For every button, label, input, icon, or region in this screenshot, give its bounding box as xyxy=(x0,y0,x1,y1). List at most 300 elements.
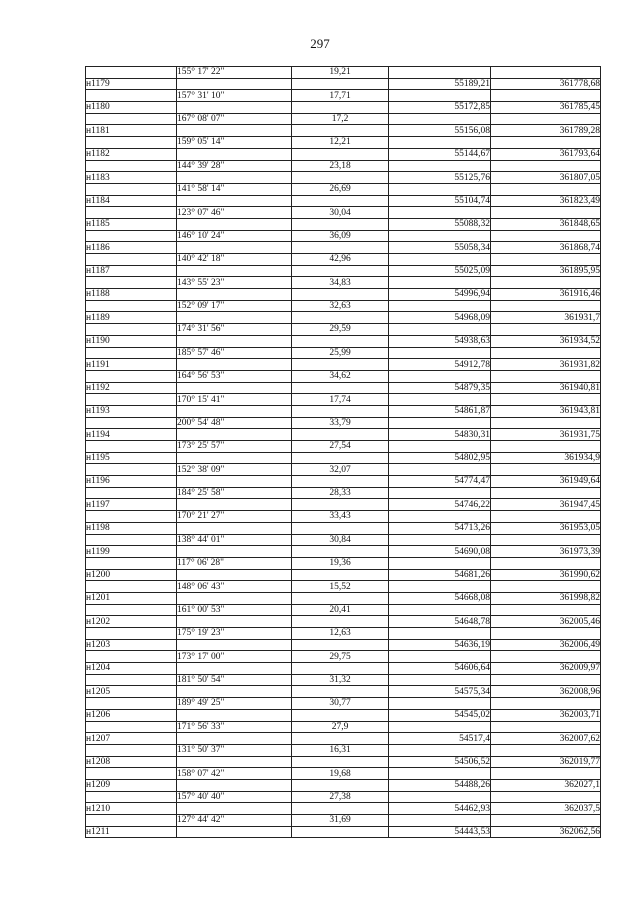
angle-cell: 141° 58' 14" xyxy=(177,183,292,195)
x-coordinate-cell: 55156,08 xyxy=(389,125,491,137)
distance-cell xyxy=(292,616,389,628)
table-row xyxy=(86,756,601,768)
distance-cell xyxy=(292,756,389,768)
x-coordinate-cell: 54713,26 xyxy=(389,522,491,534)
angle-cell xyxy=(177,429,292,441)
point-cell xyxy=(86,394,177,406)
distance-cell xyxy=(292,779,389,791)
angle-cell xyxy=(177,569,292,581)
angle-cell xyxy=(177,756,292,768)
x-coordinate-cell: 54506,52 xyxy=(389,756,491,768)
angle-cell: 170° 15' 41" xyxy=(177,394,292,406)
distance-cell xyxy=(292,289,389,301)
x-coordinate-cell xyxy=(389,815,491,827)
y-coordinate-cell: 361998,82 xyxy=(491,592,601,604)
table-row xyxy=(86,359,601,371)
x-coordinate-cell xyxy=(389,207,491,219)
angle-cell xyxy=(177,335,292,347)
x-coordinate-cell xyxy=(389,651,491,663)
table-row xyxy=(86,382,601,394)
angle-cell: 184° 25' 58" xyxy=(177,487,292,499)
distance-cell xyxy=(292,686,389,698)
y-coordinate-cell: 361953,05 xyxy=(491,522,601,534)
angle-cell xyxy=(177,803,292,815)
table-row xyxy=(86,172,601,184)
angle-cell: 170° 21' 27" xyxy=(177,511,292,523)
distance-cell xyxy=(292,312,389,324)
point-cell: н1179 xyxy=(86,78,177,90)
y-coordinate-cell xyxy=(491,674,601,686)
table-row xyxy=(86,709,601,721)
table-row xyxy=(86,394,601,406)
point-cell xyxy=(86,254,177,266)
angle-cell xyxy=(177,546,292,558)
table-row xyxy=(86,511,601,523)
distance-cell: 30,77 xyxy=(292,698,389,710)
distance-cell: 30,04 xyxy=(292,207,389,219)
angle-cell xyxy=(177,242,292,254)
x-coordinate-cell xyxy=(389,698,491,710)
distance-cell xyxy=(292,148,389,160)
angle-cell xyxy=(177,452,292,464)
point-cell: н1200 xyxy=(86,569,177,581)
angle-cell xyxy=(177,476,292,488)
point-cell: н1197 xyxy=(86,499,177,511)
y-coordinate-cell: 361789,28 xyxy=(491,125,601,137)
table-row xyxy=(86,148,601,160)
y-coordinate-cell xyxy=(491,534,601,546)
angle-cell: 189° 49' 25" xyxy=(177,698,292,710)
angle-cell: 171° 56' 33" xyxy=(177,721,292,733)
distance-cell: 30,84 xyxy=(292,534,389,546)
table-row xyxy=(86,803,601,815)
angle-cell: 155° 17' 22" xyxy=(177,67,292,79)
distance-cell: 17,71 xyxy=(292,90,389,102)
distance-cell xyxy=(292,522,389,534)
distance-cell xyxy=(292,733,389,745)
x-coordinate-cell xyxy=(389,464,491,476)
point-cell: н1198 xyxy=(86,522,177,534)
table-row xyxy=(86,242,601,254)
table-row xyxy=(86,639,601,651)
angle-cell xyxy=(177,663,292,675)
distance-cell xyxy=(292,335,389,347)
y-coordinate-cell: 361823,49 xyxy=(491,195,601,207)
x-coordinate-cell xyxy=(389,370,491,382)
angle-cell: 157° 40' 40" xyxy=(177,791,292,803)
angle-cell xyxy=(177,102,292,114)
point-cell: н1189 xyxy=(86,312,177,324)
distance-cell: 17,74 xyxy=(292,394,389,406)
x-coordinate-cell: 54938,63 xyxy=(389,335,491,347)
point-cell: н1186 xyxy=(86,242,177,254)
table-row xyxy=(86,277,601,289)
x-coordinate-cell: 55125,76 xyxy=(389,172,491,184)
x-coordinate-cell xyxy=(389,324,491,336)
table-row xyxy=(86,686,601,698)
y-coordinate-cell xyxy=(491,487,601,499)
point-cell: н1203 xyxy=(86,639,177,651)
y-coordinate-cell: 361934,9 xyxy=(491,452,601,464)
x-coordinate-cell xyxy=(389,254,491,266)
point-cell xyxy=(86,113,177,125)
y-coordinate-cell: 361931,75 xyxy=(491,429,601,441)
x-coordinate-cell xyxy=(389,230,491,242)
y-coordinate-cell: 361785,45 xyxy=(491,102,601,114)
x-coordinate-cell: 54746,22 xyxy=(389,499,491,511)
y-coordinate-cell xyxy=(491,744,601,756)
distance-cell: 17,2 xyxy=(292,113,389,125)
point-cell xyxy=(86,441,177,453)
point-cell xyxy=(86,721,177,733)
point-cell: н1195 xyxy=(86,452,177,464)
angle-cell xyxy=(177,359,292,371)
point-cell xyxy=(86,464,177,476)
x-coordinate-cell: 54668,08 xyxy=(389,592,491,604)
distance-cell: 19,21 xyxy=(292,67,389,79)
y-coordinate-cell xyxy=(491,230,601,242)
x-coordinate-cell: 54681,26 xyxy=(389,569,491,581)
coordinates-table xyxy=(85,66,601,838)
distance-cell: 34,62 xyxy=(292,370,389,382)
x-coordinate-cell: 54575,34 xyxy=(389,686,491,698)
distance-cell xyxy=(292,429,389,441)
angle-cell: 159° 05' 14" xyxy=(177,137,292,149)
angle-cell: 175° 19' 23" xyxy=(177,628,292,640)
angle-cell xyxy=(177,172,292,184)
point-cell: н1194 xyxy=(86,429,177,441)
table-row xyxy=(86,721,601,733)
table-row xyxy=(86,67,601,79)
x-coordinate-cell xyxy=(389,511,491,523)
angle-cell: 146° 10' 24" xyxy=(177,230,292,242)
y-coordinate-cell xyxy=(491,67,601,79)
distance-cell: 19,36 xyxy=(292,557,389,569)
y-coordinate-cell: 362062,56 xyxy=(491,826,601,838)
y-coordinate-cell: 361973,39 xyxy=(491,546,601,558)
y-coordinate-cell: 361934,52 xyxy=(491,335,601,347)
angle-cell xyxy=(177,382,292,394)
distance-cell: 31,69 xyxy=(292,815,389,827)
distance-cell xyxy=(292,476,389,488)
table-row xyxy=(86,195,601,207)
distance-cell xyxy=(292,382,389,394)
y-coordinate-cell xyxy=(491,791,601,803)
y-coordinate-cell: 361931,7 xyxy=(491,312,601,324)
angle-cell xyxy=(177,616,292,628)
table-row xyxy=(86,417,601,429)
angle-cell: 138° 44' 01" xyxy=(177,534,292,546)
x-coordinate-cell: 54606,64 xyxy=(389,663,491,675)
angle-cell xyxy=(177,779,292,791)
x-coordinate-cell xyxy=(389,581,491,593)
distance-cell: 36,09 xyxy=(292,230,389,242)
angle-cell: 140° 42' 18" xyxy=(177,254,292,266)
distance-cell: 23,18 xyxy=(292,160,389,172)
y-coordinate-cell xyxy=(491,651,601,663)
y-coordinate-cell xyxy=(491,113,601,125)
point-cell: н1204 xyxy=(86,663,177,675)
x-coordinate-cell xyxy=(389,300,491,312)
angle-cell: 148° 06' 43" xyxy=(177,581,292,593)
point-cell: н1199 xyxy=(86,546,177,558)
y-coordinate-cell xyxy=(491,815,601,827)
x-coordinate-cell xyxy=(389,768,491,780)
y-coordinate-cell xyxy=(491,768,601,780)
y-coordinate-cell: 362027,1 xyxy=(491,779,601,791)
table-row xyxy=(86,324,601,336)
y-coordinate-cell: 361940,81 xyxy=(491,382,601,394)
point-cell: н1190 xyxy=(86,335,177,347)
y-coordinate-cell: 361793,64 xyxy=(491,148,601,160)
x-coordinate-cell: 54443,53 xyxy=(389,826,491,838)
y-coordinate-cell xyxy=(491,604,601,616)
distance-cell xyxy=(292,663,389,675)
x-coordinate-cell: 54488,26 xyxy=(389,779,491,791)
distance-cell xyxy=(292,405,389,417)
distance-cell: 26,69 xyxy=(292,183,389,195)
point-cell xyxy=(86,604,177,616)
point-cell xyxy=(86,698,177,710)
distance-cell xyxy=(292,592,389,604)
point-cell xyxy=(86,674,177,686)
angle-cell xyxy=(177,78,292,90)
x-coordinate-cell xyxy=(389,417,491,429)
y-coordinate-cell xyxy=(491,324,601,336)
distance-cell: 32,07 xyxy=(292,464,389,476)
y-coordinate-cell: 362009,97 xyxy=(491,663,601,675)
table-row xyxy=(86,651,601,663)
angle-cell: 200° 54' 48" xyxy=(177,417,292,429)
table-row xyxy=(86,370,601,382)
angle-cell xyxy=(177,405,292,417)
table-row xyxy=(86,768,601,780)
distance-cell: 29,75 xyxy=(292,651,389,663)
x-coordinate-cell xyxy=(389,90,491,102)
y-coordinate-cell: 361990,62 xyxy=(491,569,601,581)
y-coordinate-cell xyxy=(491,417,601,429)
angle-cell: 164° 56' 53" xyxy=(177,370,292,382)
point-cell xyxy=(86,791,177,803)
table-row xyxy=(86,674,601,686)
table-row xyxy=(86,102,601,114)
table-row xyxy=(86,441,601,453)
angle-cell: 144° 39' 28" xyxy=(177,160,292,172)
distance-cell: 27,38 xyxy=(292,791,389,803)
distance-cell xyxy=(292,803,389,815)
distance-cell: 27,54 xyxy=(292,441,389,453)
distance-cell xyxy=(292,639,389,651)
angle-cell xyxy=(177,289,292,301)
distance-cell: 29,59 xyxy=(292,324,389,336)
point-cell xyxy=(86,347,177,359)
x-coordinate-cell: 54545,02 xyxy=(389,709,491,721)
point-cell: н1192 xyxy=(86,382,177,394)
point-cell xyxy=(86,90,177,102)
table-row xyxy=(86,557,601,569)
point-cell: н1211 xyxy=(86,826,177,838)
x-coordinate-cell xyxy=(389,604,491,616)
angle-cell: 127° 44' 42" xyxy=(177,815,292,827)
point-cell: н1188 xyxy=(86,289,177,301)
angle-cell: 152° 38' 09" xyxy=(177,464,292,476)
table-row xyxy=(86,78,601,90)
page-number: 297 xyxy=(310,36,330,51)
table-row xyxy=(86,476,601,488)
y-coordinate-cell: 362019,77 xyxy=(491,756,601,768)
point-cell: н1207 xyxy=(86,733,177,745)
y-coordinate-cell xyxy=(491,511,601,523)
y-coordinate-cell xyxy=(491,183,601,195)
point-cell: н1202 xyxy=(86,616,177,628)
distance-cell: 20,41 xyxy=(292,604,389,616)
angle-cell: 117° 06' 28" xyxy=(177,557,292,569)
x-coordinate-cell xyxy=(389,394,491,406)
distance-cell xyxy=(292,546,389,558)
distance-cell: 31,32 xyxy=(292,674,389,686)
y-coordinate-cell xyxy=(491,370,601,382)
x-coordinate-cell xyxy=(389,557,491,569)
table-row xyxy=(86,744,601,756)
point-cell: н1184 xyxy=(86,195,177,207)
distance-cell xyxy=(292,195,389,207)
table-row xyxy=(86,826,601,838)
table-row xyxy=(86,289,601,301)
point-cell: н1205 xyxy=(86,686,177,698)
x-coordinate-cell xyxy=(389,441,491,453)
x-coordinate-cell xyxy=(389,628,491,640)
x-coordinate-cell xyxy=(389,744,491,756)
table-row xyxy=(86,207,601,219)
y-coordinate-cell: 361931,82 xyxy=(491,359,601,371)
distance-cell: 15,52 xyxy=(292,581,389,593)
distance-cell: 12,63 xyxy=(292,628,389,640)
x-coordinate-cell xyxy=(389,487,491,499)
point-cell: н1193 xyxy=(86,405,177,417)
table-row xyxy=(86,592,601,604)
table-row xyxy=(86,779,601,791)
point-cell: н1210 xyxy=(86,803,177,815)
table-row xyxy=(86,230,601,242)
angle-cell: 131° 50' 37" xyxy=(177,744,292,756)
angle-cell xyxy=(177,499,292,511)
point-cell: н1182 xyxy=(86,148,177,160)
x-coordinate-cell xyxy=(389,534,491,546)
table-row xyxy=(86,113,601,125)
angle-cell xyxy=(177,218,292,230)
angle-cell xyxy=(177,826,292,838)
x-coordinate-cell: 55144,67 xyxy=(389,148,491,160)
distance-cell: 16,31 xyxy=(292,744,389,756)
x-coordinate-cell: 54861,87 xyxy=(389,405,491,417)
table-row xyxy=(86,663,601,675)
distance-cell xyxy=(292,242,389,254)
y-coordinate-cell xyxy=(491,254,601,266)
y-coordinate-cell xyxy=(491,464,601,476)
angle-cell xyxy=(177,148,292,160)
table-row xyxy=(86,522,601,534)
angle-cell xyxy=(177,522,292,534)
x-coordinate-cell: 54517,4 xyxy=(389,733,491,745)
table-row xyxy=(86,499,601,511)
y-coordinate-cell: 361807,05 xyxy=(491,172,601,184)
point-cell xyxy=(86,277,177,289)
angle-cell xyxy=(177,265,292,277)
y-coordinate-cell: 362005,46 xyxy=(491,616,601,628)
distance-cell: 33,79 xyxy=(292,417,389,429)
x-coordinate-cell: 54879,35 xyxy=(389,382,491,394)
y-coordinate-cell: 362003,71 xyxy=(491,709,601,721)
table-row xyxy=(86,733,601,745)
table-row xyxy=(86,300,601,312)
y-coordinate-cell xyxy=(491,721,601,733)
distance-cell: 32,63 xyxy=(292,300,389,312)
x-coordinate-cell: 54648,78 xyxy=(389,616,491,628)
distance-cell xyxy=(292,826,389,838)
y-coordinate-cell xyxy=(491,90,601,102)
x-coordinate-cell xyxy=(389,113,491,125)
point-cell: н1187 xyxy=(86,265,177,277)
angle-cell: 152° 09' 17" xyxy=(177,300,292,312)
angle-cell xyxy=(177,592,292,604)
distance-cell xyxy=(292,499,389,511)
point-cell xyxy=(86,137,177,149)
point-cell xyxy=(86,557,177,569)
point-cell xyxy=(86,230,177,242)
x-coordinate-cell: 55172,85 xyxy=(389,102,491,114)
table-row xyxy=(86,464,601,476)
x-coordinate-cell: 55088,32 xyxy=(389,218,491,230)
point-cell xyxy=(86,628,177,640)
y-coordinate-cell xyxy=(491,160,601,172)
x-coordinate-cell xyxy=(389,277,491,289)
point-cell xyxy=(86,417,177,429)
point-cell: н1196 xyxy=(86,476,177,488)
point-cell xyxy=(86,487,177,499)
table-row xyxy=(86,218,601,230)
point-cell xyxy=(86,815,177,827)
distance-cell xyxy=(292,452,389,464)
angle-cell: 174° 31' 56" xyxy=(177,324,292,336)
angle-cell: 143° 55' 23" xyxy=(177,277,292,289)
point-cell xyxy=(86,324,177,336)
y-coordinate-cell xyxy=(491,581,601,593)
distance-cell xyxy=(292,265,389,277)
angle-cell: 167° 08' 07" xyxy=(177,113,292,125)
table-row xyxy=(86,452,601,464)
point-cell xyxy=(86,207,177,219)
y-coordinate-cell: 361916,46 xyxy=(491,289,601,301)
table-row xyxy=(86,347,601,359)
point-cell xyxy=(86,183,177,195)
y-coordinate-cell xyxy=(491,277,601,289)
distance-cell xyxy=(292,125,389,137)
point-cell xyxy=(86,300,177,312)
table-row xyxy=(86,312,601,324)
table-row xyxy=(86,125,601,137)
point-cell xyxy=(86,534,177,546)
table-row xyxy=(86,604,601,616)
y-coordinate-cell: 362007,62 xyxy=(491,733,601,745)
y-coordinate-cell xyxy=(491,137,601,149)
distance-cell: 34,83 xyxy=(292,277,389,289)
point-cell: н1180 xyxy=(86,102,177,114)
x-coordinate-cell: 54636,19 xyxy=(389,639,491,651)
x-coordinate-cell: 54690,08 xyxy=(389,546,491,558)
y-coordinate-cell xyxy=(491,300,601,312)
point-cell: н1183 xyxy=(86,172,177,184)
table-row xyxy=(86,546,601,558)
